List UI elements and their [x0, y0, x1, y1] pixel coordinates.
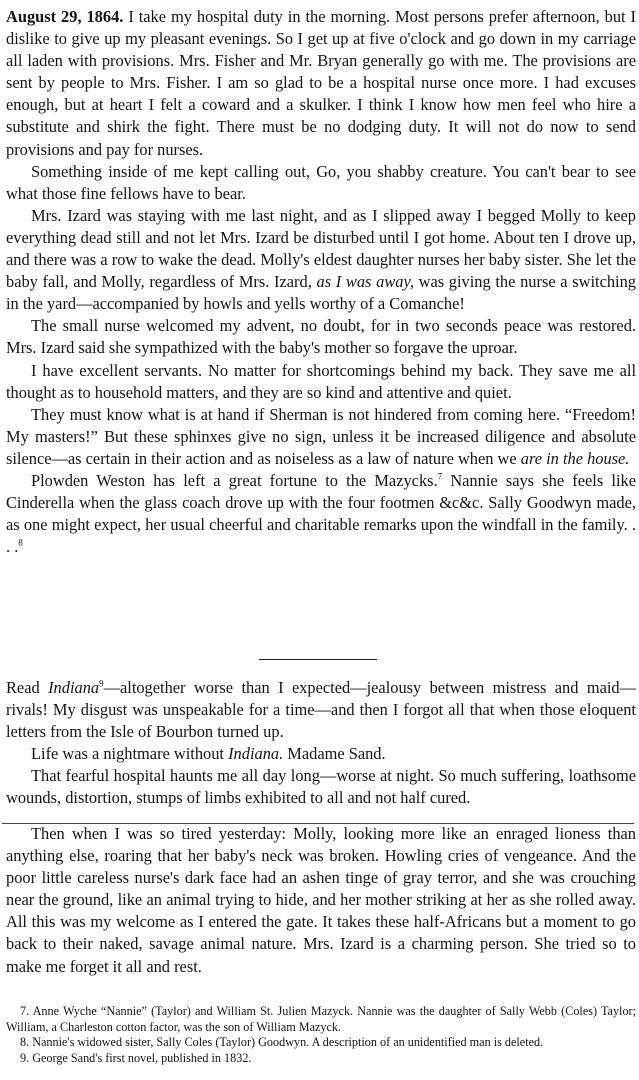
paragraph-3-text-a: Mrs. Izard was staying with me last night, and as I slipped away I begged Molly to keep everything dead still and not let Mrs. Izard be disturbed until I got home. About ten I drove up, and there was a row to wake the dead. Molly's eldest daughter nurses her baby sister. She let the baby fall, and Molly, regardless of Mrs. Izard,	[6, 205, 636, 292]
section-paragraph-1-text-b: —altogether worse than I expected—jealousy between mistress and maid—rivals! My disgust was unspeakable for a time—and then I forgot all that when those eloquent letters from the Isle of Bourbon turned up.	[6, 678, 636, 742]
footnote-ref-8: 8	[18, 537, 23, 548]
footnotes	[6, 1004, 636, 1066]
book-title-indiana: Indiana	[48, 678, 100, 697]
diary-entry	[6, 6, 636, 558]
paragraph-6-text-a: They must know what is at hand if Sherman is not hindered from coming here. “Freedom! My masters!” But these sphinxes give no sign, unless it be increased diligence and absolute silence—as certain in their action and as noiseless as a law of nature when we	[6, 404, 636, 468]
section-paragraph-1-text-a: Read	[6, 678, 49, 697]
book-title-indiana-2: Indiana.	[228, 744, 284, 764]
footnote-7: 7. Anne Wyche “Nannie” (Taylor) and William St. Julien Mazyck. Nannie was the daughter of Sally Webb (Coles) Taylor; William, a Charleston cotton factor, was the son of William Mazyck.	[6, 1004, 636, 1034]
section-paragraph-4: Then when I was so tired yesterday: Molly, looking more like an enraged lioness than anything else, roaring that her baby's neck was broken. Howling cries of vengeance. And the poor little careless nurse's dark face had an ashen tinge of gray terror, and she was crouching near the ground, like an animal trying to hide, and her mother striking at her as she rolled away. All this was my welcome as I entered the gate. It takes these half-Africans but a moment to go back to their naked, savage animal nature. Mrs. Izard is a charming person. She tried so to make me forget it all and rest.	[6, 824, 636, 976]
paragraph-3-text-b: was giving the nurse a switching in the yard—accompanied by howls and yells worthy of a Comanche!	[6, 272, 637, 314]
paragraph-2: Something inside of me kept calling out, Go, you shabby creature. You can't bear to see what those fine fellows have to bear.	[6, 161, 636, 203]
section-paragraph-2-text-a: Life was a nightmare without	[31, 744, 229, 764]
paragraph-7-text-a: Plowden Weston has left a great fortune to the Mazycks.	[31, 470, 438, 490]
paragraph-3-italic: as I was away,	[316, 272, 414, 292]
paragraph-6	[6, 404, 636, 470]
entry-date: August 29, 1864.	[6, 7, 124, 26]
paragraph-7	[6, 470, 636, 558]
footnote-9: 9. George Sand's first novel, published in 1832.	[20, 1050, 252, 1065]
paragraph-1-text: I take my hospital duty in the morning. Most persons prefer afternoon, but I dislike to give up my pleasant evenings. So I get up at five o'clock and go down in my carriage all laden with provisions. Mrs. Fisher and Mr. Bryan generally go with me. The provisions are sent by people to Mrs. Fisher. I am so glad to be a hospital nurse once more. I had excuses enough, but at heart I felt a coward and a skulker. I think I know how men feel who hire a substitute and shirk the fight. There must be no dodging duty. It will not do now to send provisions and pay for nurses.	[6, 7, 636, 159]
third-section	[6, 823, 636, 978]
paragraph-5: I have excellent servants. No matter for shortcomings behind my back. They save me all thought as to household matters, and they are so kind and attentive and quiet.	[6, 360, 636, 402]
paragraph-7-text-b: Nannie says she feels like Cinderella when the glass coach drove up with the four footmen &c&c. Sally Goodwyn made, as one might expect, her usual cheerful and charitable remarks upon the windfall in the family. . . .	[6, 470, 636, 557]
section-separator	[259, 659, 377, 660]
paragraph-6-italic: are in the house.	[520, 448, 630, 468]
paragraph-1	[6, 6, 636, 161]
section-paragraph-1	[6, 677, 636, 743]
footnote-ref-9: 9	[99, 678, 104, 689]
section-paragraph-2	[6, 743, 636, 765]
paragraph-3	[6, 205, 636, 315]
section-paragraph-3: That fearful hospital haunts me all day long—worse at night. So much suffering, loathsome wounds, distortion, stumps of limbs exhibited to all and not half cured.	[6, 766, 636, 808]
section-paragraph-2-text-b: Madame Sand.	[283, 744, 386, 764]
footnote-ref-7: 7	[437, 471, 443, 482]
footnote-8: 8. Nannie's widowed sister, Sally Coles (Taylor) Goodwyn. A description of an unidentified man is deleted.	[20, 1035, 544, 1049]
paragraph-4: The small nurse welcomed my advent, no doubt, for in two seconds peace was restored. Mrs. Izard said she sympathized with the baby's mother so forgave the uproar.	[6, 316, 636, 358]
second-section	[6, 677, 636, 810]
